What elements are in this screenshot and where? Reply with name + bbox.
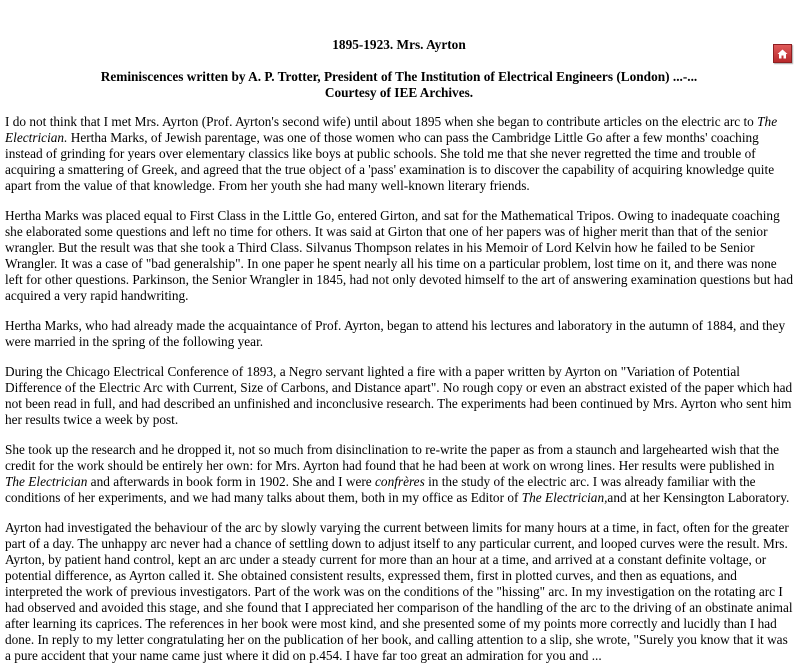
subtitle-attribution: Reminiscences written by A. P. Trotter, President of The Institution of Electrical Engineers (London) ...-...: [100, 69, 698, 84]
home-icon: [777, 49, 788, 59]
italic-term: confrères: [375, 474, 425, 489]
publication-title: The Electrician.: [5, 114, 778, 145]
paragraph-1-text-b: Hertha Marks, of Jewish parentage, was one of those women who can pass the Cambridge Little Go after a few months' coaching instead of grinding for years over elementary classics like boys at public schools. She told me that she never regretted the time and trouble of acquiring a smattering of Greek, and agreed that the true object of a 'pass' examination is to discover the capability of acquiring knowledge quite apart from the value of that knowledge. From her youth she had many well-known literary friends.: [5, 130, 775, 193]
subtitle-courtesy: Courtesy of IEE Archives.: [324, 85, 474, 100]
paragraph-5-text-d: and at her Kensington Laboratory.: [607, 490, 790, 505]
paragraph-1-text-a: I do not think that I met Mrs. Ayrton (Prof. Ayrton's second wife) until about 1895 when she began to contribute articles on the electric arc to: [5, 114, 758, 129]
home-button[interactable]: [773, 44, 792, 63]
publication-title: The Electrician,: [521, 490, 608, 505]
page-subtitle: [5, 69, 793, 101]
paragraph-1: [5, 114, 793, 194]
paragraph-4: During the Chicago Electrical Conference of 1893, a Negro servant lighted a fire with a paper written by Ayrton on "Variation of Potential Difference of the Electric Arc with Current, Size of Carbons, and Distance apart". No rough copy or even an abstract existed of the paper which had not been read in full, and had described an unfinished and inconclusive research. The experiments had been continued by Mrs. Ayrton who sent him her results twice a week by post.: [5, 364, 793, 427]
paragraph-5-text-b: and afterwards in book form in 1902. She and I were: [87, 474, 376, 489]
paragraph-2: Hertha Marks was placed equal to First Class in the Little Go, entered Girton, and sat for the Mathematical Tripos. Owing to inadequate coaching she elaborated some questions and left no time for others. It was said at Girton that one of her papers was of higher merit than that of the senior wrangler. But the result was that she took a Third Class. Silvanus Thompson relates in his Memoir of Lord Kelvin how he failed to be Senior Wrangler. It was a case of "bad generalship". In one paper he spent nearly all his time on a particular problem, lost time on it, and there was none left for other questions. Parkinson, the Senior Wrangler in 1845, had not only devoted himself to the art of answering examination questions but had acquired a very rapid handwriting.: [5, 208, 794, 303]
paragraph-5-text-c: in the study of the electric arc. I was already familiar with the conditions of her experiments, and we had many talks about them, both in my office as Editor of: [5, 474, 756, 505]
paragraph-6: Ayrton had investigated the behaviour of the arc by slowly varying the current between limits for many hours at a time, in fact, often for the greater part of a day. The unhappy arc never had a chance of settling down to adjust itself to any particular current, and looped curves were the result. Mrs. Ayrton, by patient hand control, kept an arc under a steady current for more than an hour at a time, and arrived at a constant definite voltage, or potential difference, as Ayrton called it. She obtained consistent results, expressed them, first in plotted curves, and then as equations, and interpreted the work of previous investigators. Part of the work was on the conditions of the "hissing" arc. In my investigation on the rotating arc I had observed and avoided this stage, and she found that I appreciated her comparison of the handling of the arc to the driving of an obstinate animal after learning its caprices. The references in her book were most kind, and she presented some of my points more correctly and lucidly than I had done. In reply to my letter congratulating her on the publication of her book, and calling attention to a slip, she wrote, "Surely you know that it was a pure accident that your name came just where it did on p.454. I have far too great an admiration for you and ...: [5, 520, 793, 663]
paragraph-3: Hertha Marks, who had already made the acquaintance of Prof. Ayrton, began to attend his lectures and laboratory in the autumn of 1884, and they were married in the spring of the following year.: [5, 318, 786, 349]
document-body: [0, 37, 799, 664]
paragraph-5-text-a: She took up the research and he dropped it, not so much from disinclination to re-write the paper as from a staunch and largehearted wish that the credit for the work should be entirely her own: for Mrs. Ayrton had found that he had been at work on wrong lines. Her results were published in: [5, 442, 780, 473]
paragraph-5: [5, 442, 793, 506]
publication-title: The Electrician: [5, 474, 88, 489]
page-title: 1895-1923. Mrs. Ayrton: [332, 37, 466, 52]
